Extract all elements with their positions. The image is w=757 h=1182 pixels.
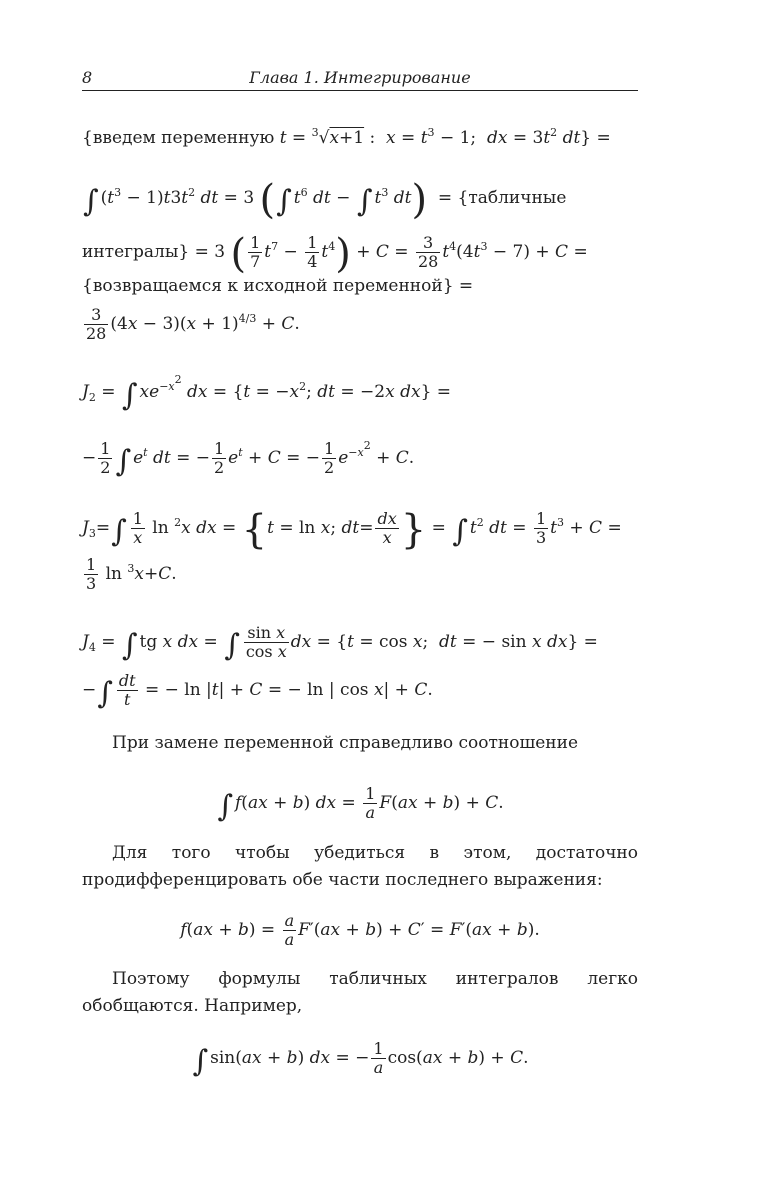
formula-derivative: f(ax + b) = $\frac{a}{a}$ F′(ax + b) + C′ = F′(ax + b). xyxy=(180,911,540,949)
running-title: Глава 1. Интегрирование xyxy=(249,68,471,87)
formula-linear-substitution: ∫ f(ax + b) dx = $\frac{1}{a}$ F(ax + b) + C. xyxy=(217,784,504,824)
page-number: 8 xyxy=(82,68,93,87)
formula-j4-a: $J_4$ = ∫ tg x dx = ∫ $\frac{\text{sin x}}{\text{cos x}}$ dx = {t = cos x; dt = − sin x dx} = xyxy=(82,623,598,663)
formula-sin-example: ∫ sin(ax + b) dx = − $\frac{1}{a}$ cos(ax + b) + C. xyxy=(192,1039,529,1079)
paragraph-verify: Для того чтобы убедиться в этом, достаточно продифференцировать обе части последнего выражения: xyxy=(82,843,638,890)
formula-line-5: $\frac{3}{28}$ $(4x - 3)(x + 1)^{4/3} + C$. xyxy=(86,305,300,343)
paragraph-generalize: Поэтому формулы табличных интегралов легко обобщаются. Например, xyxy=(82,969,638,1016)
formula-j2-b: − $\frac{1}{2}$ ∫ $e^t$ dt = − $\frac{1}{2}$ $e^t + C$ = − $\frac{1}{2}$ $e^{-x^2} + C$. xyxy=(82,439,415,479)
formula-j3-b: $\frac{1}{3}$ ln $^3$x+C. xyxy=(86,555,177,593)
subst-intro-text: введем переменную xyxy=(92,128,275,148)
page-header xyxy=(82,66,638,91)
formula-j2-a: $J_2$ = ∫ $xe^{-x^2}$ dx = {$t = -x^2$; dt = −2x dx} = xyxy=(82,373,452,413)
formula-j4-b: −∫ $\frac{dt}{t}$ = − ln |t| + C = − ln | cos x| + C. xyxy=(82,671,433,711)
return-text: возвращаемся к исходной переменной xyxy=(92,276,443,296)
tabular-text: табличные xyxy=(468,188,567,208)
formula-line-1: {введем переменную t = $^3$√x+1 : $x = t^3 - 1$; dx = $3t^2$ dt} = xyxy=(82,126,611,148)
formula-line-3: интегралы} = 3 ( $\frac{1}{7}$ $t^7$ − $\frac{1}{4}$ $t^4) + C$ = $\frac{3}{28}$ $t^4(4t^3 - 7) + C$ = xyxy=(82,231,588,277)
integrals-text: интегралы xyxy=(82,242,179,262)
formula-j3-a: $J_3=\int$ $\frac{1}{x}$ ln $^2$x dx = {t = ln x; dt= $\frac{dx}{x}$ } = ∫ $t^2$ dt = $\frac{1}{3}$ $t^3 + C$ = xyxy=(82,507,622,553)
paragraph-substitution: При замене переменной справедливо соотношение xyxy=(112,733,579,753)
formula-line-2: ∫ $(t^3 - 1)t3t^2$ dt = 3 (∫ $t^6$ dt − ∫ $t^3$ dt) = {табличные xyxy=(83,177,567,223)
formula-line-4: {возвращаемся к исходной переменной} = xyxy=(82,276,474,296)
